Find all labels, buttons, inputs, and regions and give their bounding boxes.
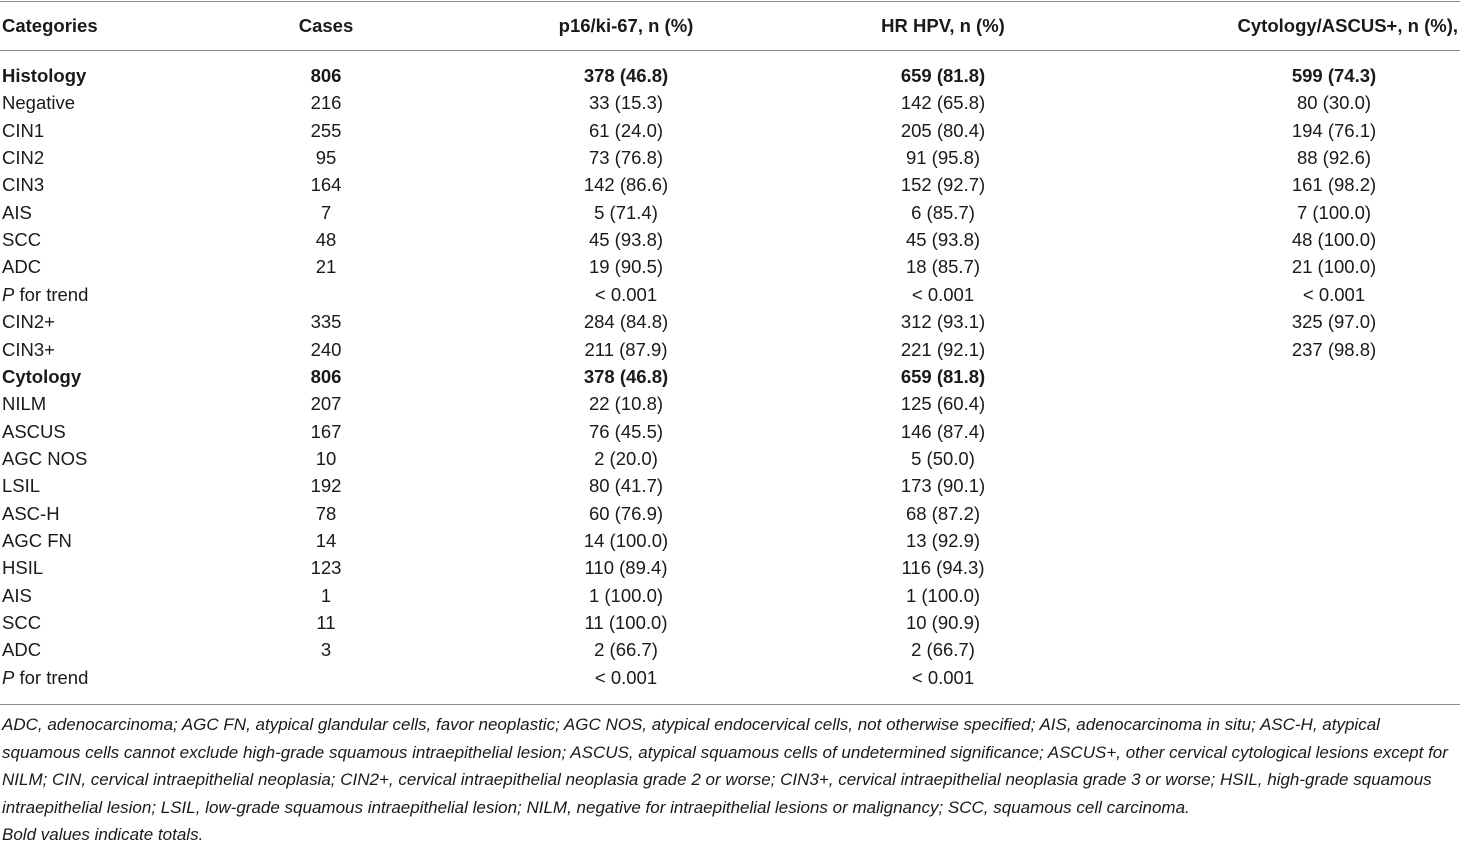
cell-hr-hpv: 221 (92.1)	[900, 338, 986, 360]
cell-cases: 21	[315, 256, 337, 278]
table-row	[0, 253, 1460, 280]
cell-p16-ki67: 45 (93.8)	[588, 229, 664, 251]
cell-category: CIN2	[2, 147, 45, 169]
cell-category: ASC-H	[2, 502, 60, 524]
cell-p16-ki67: < 0.001	[594, 283, 658, 305]
cell-cytology-ascus: 21 (100.0)	[1291, 256, 1377, 278]
cell-hr-hpv: 205 (80.4)	[900, 119, 986, 141]
table-row	[0, 527, 1460, 554]
cell-cytology-ascus: 80 (30.0)	[1296, 92, 1372, 114]
cell-p16-ki67: 60 (76.9)	[588, 502, 664, 524]
footnote-abbreviations: ADC, adenocarcinoma; AGC FN, atypical glandular cells, favor neoplastic; AGC NOS, atypical endocervical cells, not otherwise specified; AIS, adenocarcinoma in situ; ASC-H, atypical squamous cells cannot exclude high-grade squamous intraepithelial lesion; ASCUS, atypical squamous cells of undetermined significance; ASCUS+, other cervical cytological lesions except for NILM; CIN, cervical intraepithelial neoplasia; CIN2+, cervical intraepithelial neoplasia grade 2 or worse; CIN3+, cervical intraepithelial neoplasia grade 3 or worse; HSIL, high-grade squamous intraepithelial lesion; LSIL, low-grade squamous intraepithelial lesion; NILM, negative for intraepithelial lesions or malignancy; SCC, squamous cell carcinoma.	[2, 715, 1448, 817]
cell-p16-ki67: 378 (46.8)	[583, 365, 669, 387]
cell-hr-hpv: 1 (100.0)	[905, 584, 981, 606]
cell-p16-ki67: 14 (100.0)	[583, 529, 669, 551]
cell-p16-ki67: 22 (10.8)	[588, 393, 664, 415]
cell-cases: 7	[320, 201, 332, 223]
cell-hr-hpv: 659 (81.8)	[900, 65, 986, 86]
cell-cases: 335	[310, 311, 342, 333]
cell-p16-ki67: 73 (76.8)	[588, 147, 664, 169]
cell-hr-hpv: 659 (81.8)	[900, 365, 986, 387]
cell-p16-ki67: 5 (71.4)	[594, 201, 658, 223]
cell-p16-ki67: 19 (90.5)	[588, 256, 664, 278]
header-cases: Cases	[298, 15, 354, 36]
cell-hr-hpv: 5 (50.0)	[911, 447, 975, 469]
cell-category: AGC FN	[2, 529, 72, 551]
table-header-row	[0, 12, 1460, 39]
cell-hr-hpv: 142 (65.8)	[900, 92, 986, 114]
cell-cases: 164	[310, 174, 342, 196]
cell-cases: 78	[315, 502, 337, 524]
cell-category	[2, 281, 88, 308]
cell-cases: 240	[310, 338, 342, 360]
table-row	[0, 554, 1460, 581]
cell-category: CIN3+	[2, 338, 55, 360]
cell-p16-ki67: 80 (41.7)	[588, 475, 664, 497]
cell-cytology-ascus: 599 (74.3)	[1291, 65, 1377, 86]
cell-hr-hpv: 312 (93.1)	[900, 311, 986, 333]
cell-p16-ki67: 378 (46.8)	[583, 65, 669, 86]
table-row	[0, 89, 1460, 116]
cell-category: HSIL	[2, 557, 44, 579]
cell-p16-ki67: 76 (45.5)	[588, 420, 664, 442]
cell-cytology-ascus: 194 (76.1)	[1291, 119, 1377, 141]
cell-cases: 806	[310, 365, 342, 387]
top-rule	[0, 1, 1460, 2]
header-rule	[0, 50, 1460, 51]
cell-p16-ki67: 110 (89.4)	[584, 557, 668, 579]
header-cytology-ascus: Cytology/ASCUS+, n (%),	[1237, 15, 1458, 36]
cell-category: SCC	[2, 229, 42, 251]
table-section-row	[0, 363, 1460, 390]
cell-hr-hpv: 2 (66.7)	[911, 639, 975, 661]
table-row	[0, 636, 1460, 663]
cell-category	[2, 664, 88, 691]
cell-category: ADC	[2, 256, 42, 278]
cell-category: ADC	[2, 639, 42, 661]
table-row	[0, 171, 1460, 198]
cell-p16-ki67: 11 (100.0)	[584, 612, 668, 633]
cell-hr-hpv: 13 (92.9)	[905, 529, 981, 551]
cell-cases: 11	[316, 612, 336, 633]
cell-category: AIS	[2, 584, 32, 606]
cell-p16-ki67: < 0.001	[594, 666, 658, 688]
cell-hr-hpv: 125 (60.4)	[900, 393, 986, 415]
cell-hr-hpv: 18 (85.7)	[905, 256, 981, 278]
cell-hr-hpv: < 0.001	[911, 283, 975, 305]
table-row	[0, 390, 1460, 417]
header-hr-hpv: HR HPV, n (%)	[881, 15, 1005, 36]
table-row	[0, 418, 1460, 445]
cell-cytology-ascus: 48 (100.0)	[1291, 229, 1377, 251]
cell-hr-hpv: 6 (85.7)	[911, 201, 975, 223]
cell-cases: 806	[310, 65, 342, 86]
cell-cytology-ascus: 88 (92.6)	[1296, 147, 1372, 169]
cell-cytology-ascus: 237 (98.8)	[1291, 338, 1377, 360]
cell-cytology-ascus: 161 (98.2)	[1291, 174, 1377, 196]
table-row	[0, 226, 1460, 253]
table-footnote	[2, 711, 1458, 849]
cell-category: LSIL	[2, 475, 41, 497]
cell-category: CIN1	[2, 119, 45, 141]
cell-hr-hpv: 173 (90.1)	[900, 475, 986, 497]
cell-cases: 167	[310, 420, 342, 442]
category-label: for trend	[14, 283, 89, 305]
table-p-trend-row	[0, 281, 1460, 308]
cell-p16-ki67: 1 (100.0)	[588, 584, 664, 606]
cell-cases: 123	[310, 557, 342, 579]
table-row	[0, 144, 1460, 171]
cell-cases: 255	[310, 119, 342, 141]
cell-category: AIS	[2, 201, 32, 223]
cell-p16-ki67: 61 (24.0)	[588, 119, 664, 141]
cell-category: Negative	[2, 92, 76, 114]
table-row	[0, 336, 1460, 363]
cell-cases: 48	[315, 229, 337, 251]
cell-cases: 207	[310, 393, 342, 415]
cell-cases: 192	[310, 475, 342, 497]
cell-category: AGC NOS	[2, 447, 88, 469]
table-row	[0, 609, 1460, 636]
header-p16-ki67: p16/ki-67, n (%)	[558, 15, 694, 36]
cell-cytology-ascus: 325 (97.0)	[1291, 311, 1377, 333]
cell-p16-ki67: 211 (87.9)	[584, 338, 668, 360]
cell-cytology-ascus: < 0.001	[1302, 283, 1366, 305]
table-row	[0, 445, 1460, 472]
cell-hr-hpv: 116 (94.3)	[901, 557, 985, 579]
cell-hr-hpv: 68 (87.2)	[905, 502, 981, 524]
cell-p16-ki67: 142 (86.6)	[583, 174, 669, 196]
cell-hr-hpv: 45 (93.8)	[905, 229, 981, 251]
table-row	[0, 117, 1460, 144]
cell-p16-ki67: 33 (15.3)	[588, 92, 664, 114]
header-categories: Categories	[2, 15, 98, 36]
cell-p16-ki67: 284 (84.8)	[583, 311, 669, 333]
table-row	[0, 472, 1460, 499]
footnote-bold-note: Bold values indicate totals.	[2, 825, 204, 845]
cell-cases: 3	[320, 639, 332, 661]
category-label: for trend	[14, 666, 89, 688]
table-row	[0, 582, 1460, 609]
cell-cases: 14	[315, 529, 337, 551]
italic-p: P	[2, 666, 15, 688]
table-row	[0, 308, 1460, 335]
cell-cases: 1	[320, 584, 332, 606]
cell-cytology-ascus: 7 (100.0)	[1296, 201, 1372, 223]
cell-hr-hpv: 152 (92.7)	[900, 174, 986, 196]
cell-category: CIN2+	[2, 311, 55, 333]
cell-hr-hpv: 146 (87.4)	[900, 420, 986, 442]
italic-p: P	[2, 283, 15, 305]
table-row	[0, 199, 1460, 226]
cell-category: SCC	[2, 612, 42, 633]
table-p-trend-row	[0, 664, 1460, 691]
cell-hr-hpv: 91 (95.8)	[905, 147, 981, 169]
cell-cases: 216	[310, 92, 342, 114]
cell-cases: 10	[315, 447, 337, 469]
cell-category: ASCUS	[2, 420, 66, 442]
cell-category: NILM	[2, 393, 47, 415]
cell-hr-hpv: < 0.001	[911, 666, 975, 688]
cell-p16-ki67: 2 (66.7)	[594, 639, 658, 661]
table-section-row	[0, 62, 1460, 89]
cell-category: Histology	[2, 65, 87, 86]
cell-hr-hpv: 10 (90.9)	[905, 612, 981, 633]
cell-cases: 95	[315, 147, 337, 169]
cell-category: Cytology	[2, 365, 82, 387]
bottom-rule	[0, 704, 1460, 705]
cell-category: CIN3	[2, 174, 45, 196]
table-row	[0, 500, 1460, 527]
cell-p16-ki67: 2 (20.0)	[594, 447, 658, 469]
